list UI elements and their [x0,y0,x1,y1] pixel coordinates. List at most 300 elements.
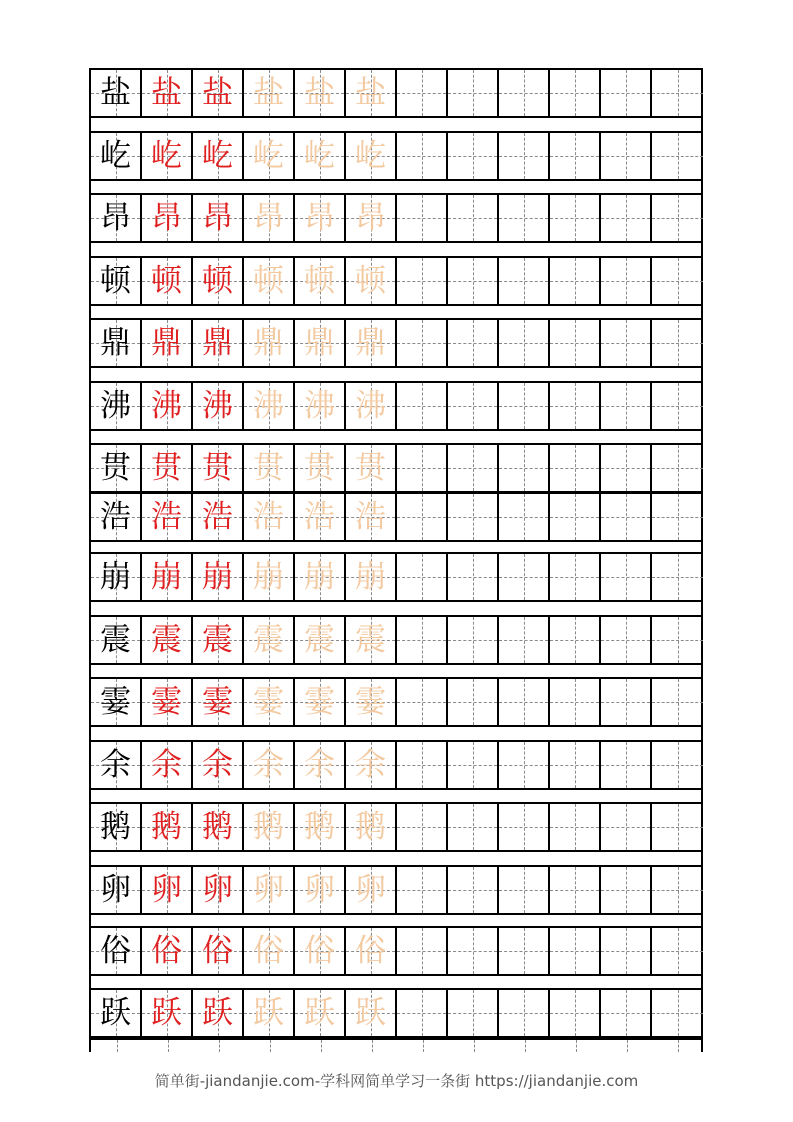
demo-character-cell [193,617,244,663]
model-character: 余 [100,746,131,783]
trace-character-cell [295,867,346,913]
blank-practice-cell [652,258,703,304]
trace-character: 霎 [304,683,335,720]
demo-character: 俗 [202,932,233,969]
demo-character: 顿 [202,262,233,299]
model-character: 盐 [100,74,131,111]
demo-character-cell [193,867,244,913]
blank-practice-cell [499,494,550,540]
trace-character: 俗 [253,932,284,969]
trace-character-cell [244,445,295,491]
demo-character: 浩 [151,498,182,535]
demo-character-cell [142,195,193,241]
practice-row [91,865,701,915]
blank-practice-cell [448,70,499,116]
trace-character: 屹 [253,137,284,174]
practice-row [91,740,701,790]
model-character-cell [91,554,142,600]
practice-row [91,926,701,976]
trace-character-cell [244,133,295,179]
trace-character: 卵 [253,871,284,908]
demo-character: 盐 [151,74,182,111]
model-character-cell [91,742,142,788]
demo-character-cell [142,804,193,850]
guide-line [372,1040,373,1052]
blank-practice-cell [448,617,499,663]
blank-practice-cell [601,133,652,179]
blank-practice-cell [550,383,601,429]
trace-character-cell [295,445,346,491]
blank-practice-cell [652,195,703,241]
guide-line [678,1040,679,1052]
demo-character-cell [193,445,244,491]
blank-practice-cell [448,383,499,429]
model-character-cell [91,928,142,974]
practice-row [91,443,701,493]
trace-character-cell [244,928,295,974]
blank-practice-cell [448,990,499,1036]
blank-practice-cell [499,258,550,304]
blank-practice-cell [499,320,550,366]
trace-character-cell [244,554,295,600]
trace-character-cell [244,617,295,663]
demo-character-cell [193,804,244,850]
practice-grid [89,68,703,1052]
trace-character: 俗 [355,932,386,969]
blank-practice-cell [397,320,448,366]
demo-character: 沸 [151,387,182,424]
demo-character-cell [142,679,193,725]
blank-practice-cell [499,867,550,913]
demo-character: 俗 [151,932,182,969]
trace-character-cell [346,195,397,241]
footer-credit: 简单街-jiandanjie.com-学科网简单学习一条街 https://jiandanjie.com [154,1072,639,1090]
trace-character: 鹅 [253,808,284,845]
demo-character-cell [142,70,193,116]
demo-character: 余 [151,746,182,783]
trace-character: 跃 [355,994,386,1031]
practice-row [91,381,701,431]
model-character: 鼎 [100,324,131,361]
blank-practice-cell [499,195,550,241]
trace-character-cell [346,445,397,491]
demo-character-cell [193,742,244,788]
trace-character: 浩 [304,498,335,535]
model-character: 昂 [100,199,131,236]
model-character-cell [91,320,142,366]
demo-character-cell [193,679,244,725]
blank-practice-cell [550,804,601,850]
trace-character-cell [346,867,397,913]
trace-character: 顿 [355,262,386,299]
blank-practice-cell [397,70,448,116]
guide-line [168,1040,169,1052]
trace-character: 跃 [304,994,335,1031]
demo-character: 浩 [202,498,233,535]
blank-practice-cell [601,258,652,304]
practice-row [91,615,701,665]
trace-character-cell [346,928,397,974]
blank-practice-cell [550,195,601,241]
trace-character: 鼎 [253,324,284,361]
model-character-cell [91,804,142,850]
trace-character-cell [244,990,295,1036]
blank-practice-cell [601,195,652,241]
demo-character-cell [193,494,244,540]
demo-character-cell [193,195,244,241]
trace-character-cell [244,70,295,116]
blank-practice-cell [397,804,448,850]
demo-character-cell [142,928,193,974]
blank-practice-cell [652,928,703,974]
blank-practice-cell [499,990,550,1036]
trace-character-cell [295,258,346,304]
blank-practice-cell [550,258,601,304]
trace-character: 俗 [304,932,335,969]
model-character: 鹅 [100,808,131,845]
trace-character-cell [295,679,346,725]
blank-practice-cell [499,804,550,850]
blank-practice-cell [550,928,601,974]
demo-character-cell [193,258,244,304]
demo-character: 贯 [151,449,182,486]
blank-practice-cell [601,804,652,850]
blank-practice-cell [652,494,703,540]
demo-character: 屹 [202,137,233,174]
demo-character: 跃 [202,994,233,1031]
blank-practice-cell [448,195,499,241]
blank-practice-cell [652,383,703,429]
blank-practice-cell [550,445,601,491]
trace-character-cell [295,804,346,850]
blank-practice-cell [448,742,499,788]
trace-character: 贯 [253,449,284,486]
blank-practice-cell [601,990,652,1036]
guide-line [117,1040,118,1052]
blank-practice-cell [652,990,703,1036]
model-character-cell [91,679,142,725]
demo-character: 跃 [151,994,182,1031]
demo-character-cell [193,990,244,1036]
demo-character: 震 [151,621,182,658]
trace-character: 昂 [304,199,335,236]
trace-character-cell [346,617,397,663]
demo-character-cell [193,320,244,366]
blank-practice-cell [397,990,448,1036]
trace-character: 昂 [355,199,386,236]
practice-row [91,68,701,118]
model-character: 崩 [100,558,131,595]
trace-character: 贯 [304,449,335,486]
trace-character: 盐 [253,74,284,111]
model-character-cell [91,867,142,913]
model-character: 震 [100,621,131,658]
model-character: 屹 [100,137,131,174]
blank-practice-cell [397,742,448,788]
demo-character-cell [193,133,244,179]
trace-character: 霎 [355,683,386,720]
trace-character-cell [244,258,295,304]
model-character: 顿 [100,262,131,299]
trace-character: 震 [253,621,284,658]
trace-character-cell [244,494,295,540]
demo-character: 鼎 [151,324,182,361]
trace-character: 盐 [355,74,386,111]
demo-character-cell [142,494,193,540]
blank-practice-cell [652,742,703,788]
demo-character-cell [193,928,244,974]
trace-character: 崩 [304,558,335,595]
demo-character-cell [193,554,244,600]
blank-practice-cell [550,990,601,1036]
trace-character: 顿 [253,262,284,299]
trace-character: 鹅 [304,808,335,845]
demo-character: 鹅 [151,808,182,845]
trace-character-cell [295,617,346,663]
trace-character-cell [295,133,346,179]
trace-character-cell [346,679,397,725]
trace-character: 余 [253,746,284,783]
blank-practice-cell [601,70,652,116]
trace-character-cell [244,383,295,429]
model-character: 俗 [100,932,131,969]
trace-character: 浩 [253,498,284,535]
trace-character-cell [244,320,295,366]
trace-character-cell [244,742,295,788]
demo-character-cell [142,554,193,600]
trace-character: 跃 [253,994,284,1031]
demo-character-cell [142,258,193,304]
demo-character: 盐 [202,74,233,111]
trace-character-cell [244,867,295,913]
blank-practice-cell [601,494,652,540]
trace-character: 余 [304,746,335,783]
trace-character: 鼎 [304,324,335,361]
trace-character-cell [346,804,397,850]
guide-line [423,1040,424,1052]
demo-character-cell [142,320,193,366]
trace-character-cell [346,742,397,788]
model-character: 跃 [100,994,131,1031]
trace-character-cell [346,258,397,304]
blank-practice-cell [601,742,652,788]
blank-practice-cell [448,554,499,600]
practice-row [91,318,701,368]
model-character: 沸 [100,387,131,424]
blank-practice-cell [448,133,499,179]
trace-character: 沸 [355,387,386,424]
trace-character: 顿 [304,262,335,299]
blank-practice-cell [601,617,652,663]
trace-character: 卵 [304,871,335,908]
blank-practice-cell [397,679,448,725]
guide-line [219,1040,220,1052]
demo-character: 贯 [202,449,233,486]
blank-practice-cell [448,445,499,491]
blank-practice-cell [550,679,601,725]
blank-practice-cell [448,258,499,304]
blank-practice-cell [397,445,448,491]
demo-character: 屹 [151,137,182,174]
trace-character-cell [346,494,397,540]
demo-character-cell [142,742,193,788]
blank-practice-cell [499,742,550,788]
blank-practice-cell [550,867,601,913]
blank-practice-cell [499,928,550,974]
trace-character-cell [244,679,295,725]
model-character-cell [91,383,142,429]
blank-practice-cell [601,445,652,491]
trace-character: 沸 [253,387,284,424]
trace-character: 震 [355,621,386,658]
blank-practice-cell [499,679,550,725]
demo-character: 沸 [202,387,233,424]
blank-practice-cell [499,133,550,179]
practice-row [91,802,701,852]
blank-practice-cell [448,679,499,725]
trace-character: 屹 [355,137,386,174]
trace-character-cell [295,383,346,429]
blank-practice-cell [499,70,550,116]
blank-practice-cell [652,679,703,725]
trace-character: 鼎 [355,324,386,361]
guide-line [627,1040,628,1052]
demo-character: 余 [202,746,233,783]
demo-character-cell [142,133,193,179]
blank-practice-cell [550,494,601,540]
demo-character: 卵 [151,871,182,908]
trace-character-cell [346,554,397,600]
trace-character-cell [244,804,295,850]
trace-character-cell [295,554,346,600]
trace-character: 崩 [253,558,284,595]
trace-character: 卵 [355,871,386,908]
trace-character-cell [346,320,397,366]
guide-line [576,1040,577,1052]
demo-character-cell [142,383,193,429]
model-character-cell [91,445,142,491]
blank-practice-cell [652,320,703,366]
blank-practice-cell [397,383,448,429]
trace-character: 盐 [304,74,335,111]
blank-practice-cell [499,554,550,600]
trace-character-cell [295,320,346,366]
blank-practice-cell [550,742,601,788]
trace-character-cell [244,195,295,241]
trace-character-cell [295,928,346,974]
blank-practice-cell [601,383,652,429]
model-character-cell [91,258,142,304]
blank-practice-cell [448,320,499,366]
model-character-cell [91,70,142,116]
blank-practice-cell [601,928,652,974]
trace-character-cell [295,195,346,241]
guide-line [321,1040,322,1052]
demo-character: 崩 [151,558,182,595]
trace-character: 震 [304,621,335,658]
blank-practice-cell [550,554,601,600]
blank-practice-cell [448,867,499,913]
trace-character: 贯 [355,449,386,486]
trace-character: 霎 [253,683,284,720]
blank-practice-cell [652,804,703,850]
blank-practice-cell [601,679,652,725]
blank-practice-cell [550,320,601,366]
model-character: 浩 [100,498,131,535]
blank-practice-cell [601,554,652,600]
blank-practice-cell [652,867,703,913]
demo-character-cell [142,617,193,663]
trace-character: 崩 [355,558,386,595]
practice-row [91,193,701,243]
model-character-cell [91,494,142,540]
demo-character: 震 [202,621,233,658]
trace-character-cell [346,70,397,116]
demo-character: 昂 [202,199,233,236]
blank-practice-cell [550,133,601,179]
blank-practice-cell [550,617,601,663]
demo-character: 顿 [151,262,182,299]
blank-practice-cell [397,258,448,304]
demo-character: 霎 [151,683,182,720]
blank-practice-cell [397,494,448,540]
blank-practice-cell [499,617,550,663]
practice-row [91,131,701,181]
practice-row [91,256,701,306]
demo-character: 崩 [202,558,233,595]
trace-character-cell [346,383,397,429]
guide-line [270,1040,271,1052]
model-character-cell [91,617,142,663]
blank-practice-cell [448,494,499,540]
model-character: 霎 [100,683,131,720]
blank-practice-cell [397,554,448,600]
blank-practice-cell [397,928,448,974]
demo-character: 霎 [202,683,233,720]
blank-practice-cell [397,133,448,179]
blank-practice-cell [652,554,703,600]
trace-character: 余 [355,746,386,783]
blank-practice-cell [652,617,703,663]
model-character: 贯 [100,449,131,486]
trace-character: 鹅 [355,808,386,845]
guide-line [525,1040,526,1052]
demo-character-cell [193,383,244,429]
trace-character-cell [346,133,397,179]
blank-practice-cell [448,804,499,850]
blank-practice-cell [499,383,550,429]
practice-row [91,677,701,727]
demo-character-cell [142,867,193,913]
demo-character-cell [142,990,193,1036]
trace-character: 屹 [304,137,335,174]
model-character-cell [91,990,142,1036]
model-character-cell [91,195,142,241]
demo-character: 鹅 [202,808,233,845]
blank-practice-cell [448,928,499,974]
model-character-cell [91,133,142,179]
blank-practice-cell [397,617,448,663]
practice-row [91,492,701,542]
trace-character: 昂 [253,199,284,236]
blank-practice-cell [499,445,550,491]
practice-row [91,988,701,1038]
trace-character: 沸 [304,387,335,424]
blank-practice-cell [550,70,601,116]
trace-character-cell [346,990,397,1036]
partial-row [91,1038,701,1052]
demo-character: 昂 [151,199,182,236]
